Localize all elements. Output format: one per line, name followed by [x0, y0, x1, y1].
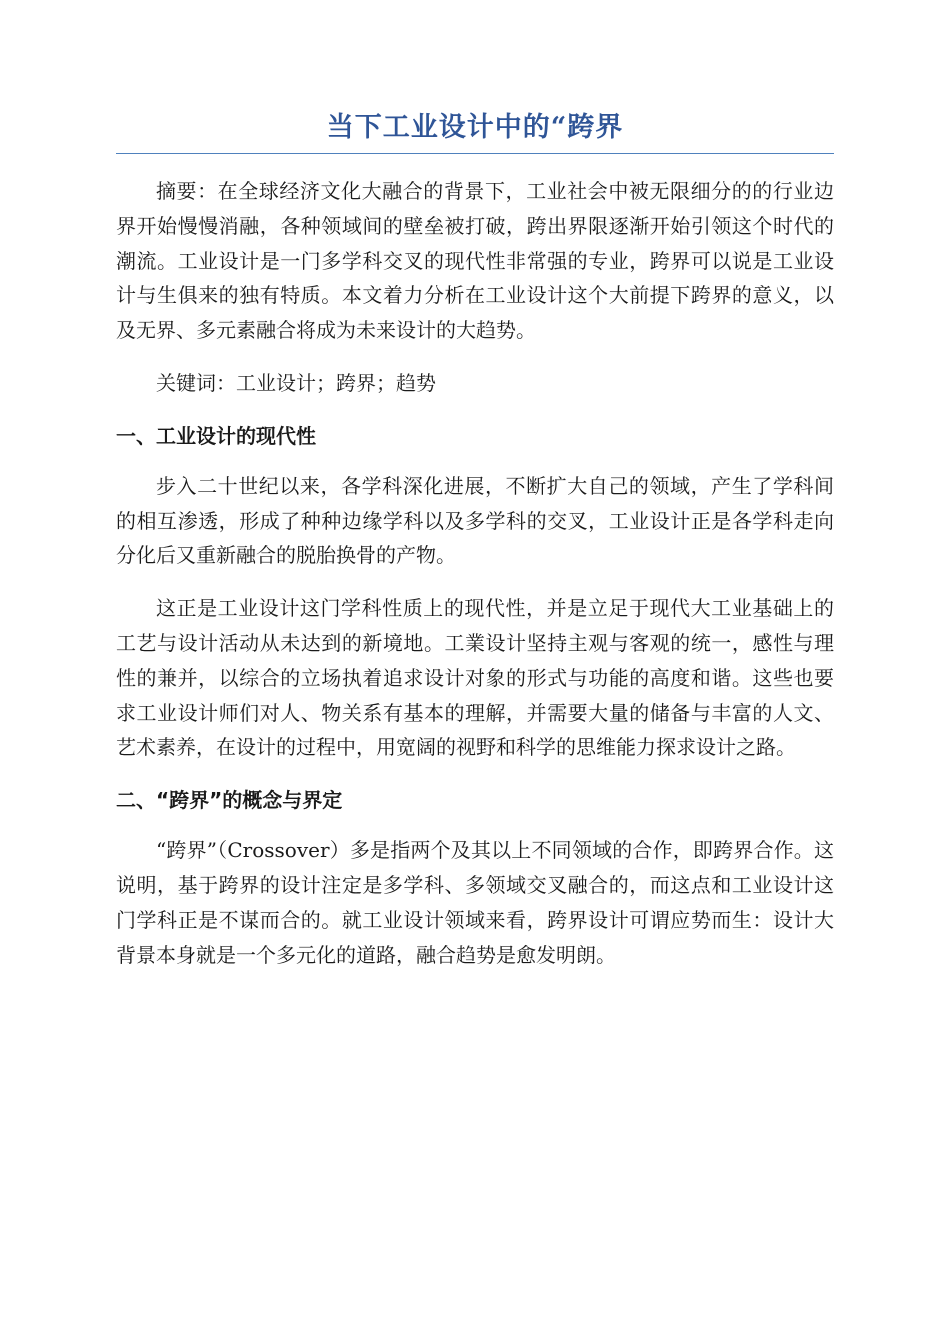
- section-1-paragraph-2: 这正是工业设计这门学科性质上的现代性，并是立足于现代大工业基础上的工艺与设计活动从未达到的新境地。工業设计坚持主观与客观的统一，感性与理性的兼并，以综合的立场执着追求设计对象的形式与功能的高度和谐。这些也要求工业设计师们对人、物关系有基本的理解，并需要大量的储备与丰富的人文、艺术素养，在设计的过程中，用宽阔的视野和科学的思维能力探求设计之路。: [116, 596, 834, 760]
- document-title: 当下工业设计中的“跨界: [326, 112, 624, 143]
- section-heading-2: 二、“跨界”的概念与界定: [116, 788, 343, 813]
- section-2-paragraph-1: “跨界”（Crossover）多是指两个及其以上不同领域的合作，即跨界合作。这说明，基于跨界的设计注定是多学科、多领域交叉融合的，而这点和工业设计这门学科正是不谋而合的。就工业设计领域来看，跨界设计可谓应势而生：设计大背景本身就是一个多元化的道路，融合趋势是愈发明朗。: [116, 838, 834, 967]
- title-underline: [116, 153, 834, 154]
- section-heading-1: 一、工业设计的现代性: [116, 423, 316, 448]
- section-1-paragraph-1: 步入二十世纪以来，各学科深化进展，不断扩大自己的领域，产生了学科间的相互渗透，形成了种种边缘学科以及多学科的交叉，工业设计正是各学科走向分化后又重新融合的脱胎换骨的产物。: [116, 473, 834, 568]
- abstract-paragraph: 摘要：在全球经济文化大融合的背景下，工业社会中被无限细分的的行业边界开始慢慢消融，各种领域间的壁垒被打破，跨出界限逐渐开始引领这个时代的潮流。工业设计是一门多学科交叉的现代性非常强的专业，跨界可以说是工业设计与生俱来的独有特质。本文着力分析在工业设计这个大前提下跨界的意义，以及无界、多元素融合将成为未来设计的大趋势。: [116, 179, 834, 343]
- document-page: [116, 108, 834, 972]
- keywords-line: 关键词：工业设计；跨界；趋势: [156, 370, 436, 395]
